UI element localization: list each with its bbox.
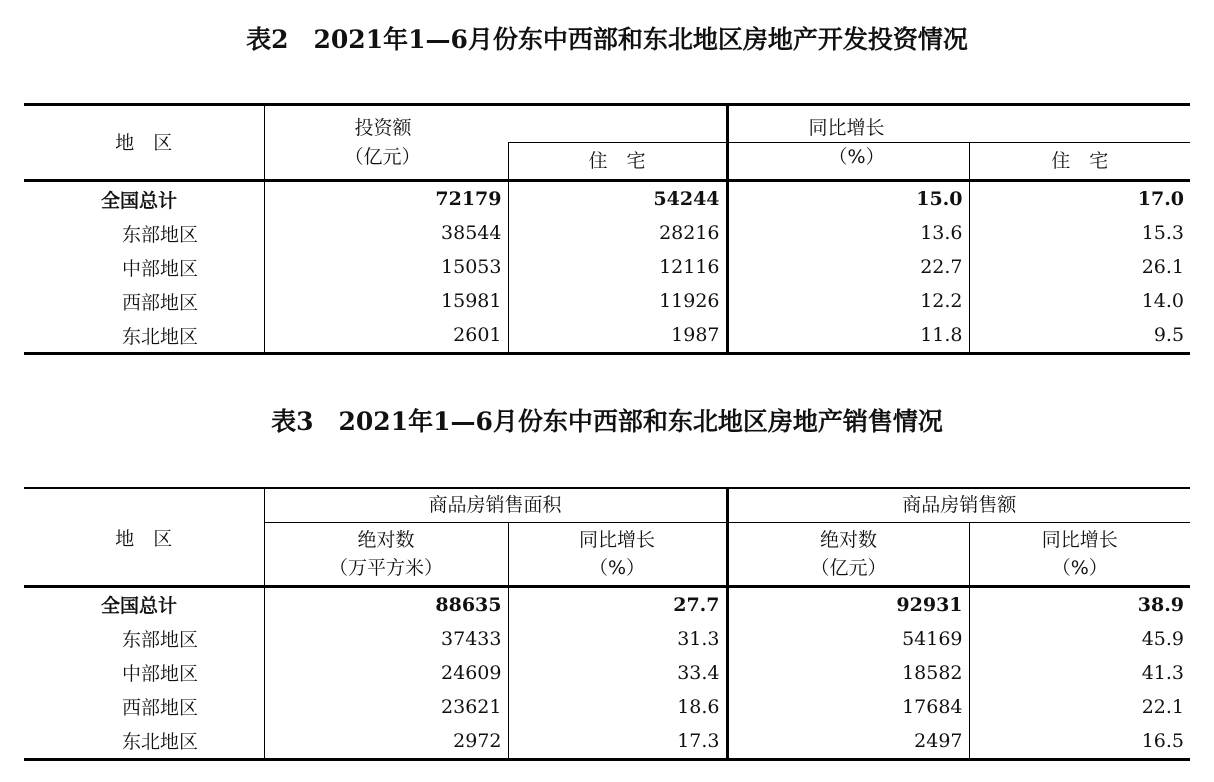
sales-yoy-header: 同比增长 （%）	[969, 522, 1190, 586]
area-cell: 37433	[264, 622, 508, 656]
yoy-residential-cell: 14.0	[969, 284, 1190, 318]
yoy-cell: 12.2	[727, 284, 969, 318]
area-yoy-cell: 18.6	[508, 690, 727, 724]
area-group-header: 商品房销售面积	[264, 488, 727, 522]
yoy-residential-cell: 9.5	[969, 318, 1190, 354]
investment-cell: 38544	[264, 216, 508, 250]
sales-cell: 92931	[727, 586, 969, 622]
region-cell: 中部地区	[122, 257, 199, 280]
region-header: 地 区	[24, 105, 264, 181]
area-yoy-header: 同比增长 （%）	[508, 522, 727, 586]
yoy-header: 同比增长	[727, 105, 1190, 143]
sales-table	[24, 487, 1190, 761]
table-row	[24, 622, 1190, 656]
table-row	[24, 318, 1190, 354]
table-row	[24, 690, 1190, 724]
investment-cell: 15053	[264, 250, 508, 284]
table3-title: 表3 2021年1—6月份东中西部和东北地区房地产销售情况	[271, 407, 943, 436]
area-cell: 24609	[264, 656, 508, 690]
yoy-cell: 13.6	[727, 216, 969, 250]
area-cell: 88635	[264, 586, 508, 622]
table-row	[24, 216, 1190, 250]
sales-yoy-cell: 38.9	[969, 586, 1190, 622]
residential-header: 住 宅	[508, 143, 727, 181]
sales-cell: 54169	[727, 622, 969, 656]
area-yoy-cell: 33.4	[508, 656, 727, 690]
area-cell: 2972	[264, 724, 508, 760]
sales-yoy-cell: 16.5	[969, 724, 1190, 760]
yoy-cell: 22.7	[727, 250, 969, 284]
area-yoy-cell: 27.7	[508, 586, 727, 622]
yoy-cell: 15.0	[727, 181, 969, 217]
region-cell: 中部地区	[122, 663, 199, 685]
area-yoy-cell: 17.3	[508, 724, 727, 760]
investment-cell: 15981	[264, 284, 508, 318]
table-row	[24, 181, 1190, 217]
region-cell: 全国总计	[101, 595, 178, 617]
region-cell: 全国总计	[101, 189, 178, 212]
yoy-unit: （%）	[727, 143, 969, 181]
sales-group-header: 商品房销售额	[727, 488, 1190, 522]
sales-yoy-cell: 22.1	[969, 690, 1190, 724]
area-cell: 23621	[264, 690, 508, 724]
region-cell: 东北地区	[122, 731, 199, 753]
region-cell: 东北地区	[122, 325, 199, 348]
sales-abs-header: 绝对数 （亿元）	[727, 522, 969, 586]
yoy-residential-cell: 15.3	[969, 216, 1190, 250]
table-row	[24, 250, 1190, 284]
investment-cell: 2601	[264, 318, 508, 354]
residential-cell: 12116	[508, 250, 727, 284]
sales-yoy-cell: 45.9	[969, 622, 1190, 656]
investment-table	[24, 103, 1190, 355]
sales-cell: 2497	[727, 724, 969, 760]
region-cell: 东部地区	[122, 629, 199, 651]
table-row	[24, 284, 1190, 318]
table2-title: 表2 2021年1—6月份东中西部和东北地区房地产开发投资情况	[246, 25, 968, 54]
investment-unit: （亿元）	[264, 143, 508, 181]
table-row	[24, 724, 1190, 760]
sales-cell: 17684	[727, 690, 969, 724]
region-cell: 西部地区	[122, 291, 199, 314]
residential-cell: 11926	[508, 284, 727, 318]
residential-cell: 54244	[508, 181, 727, 217]
area-abs-header: 绝对数 （万平方米）	[264, 522, 508, 586]
sales-yoy-cell: 41.3	[969, 656, 1190, 690]
table-row	[24, 656, 1190, 690]
area-yoy-cell: 31.3	[508, 622, 727, 656]
sales-cell: 18582	[727, 656, 969, 690]
table-row	[24, 586, 1190, 622]
investment-cell: 72179	[264, 181, 508, 217]
investment-header: 投资额	[264, 105, 727, 143]
yoy-cell: 11.8	[727, 318, 969, 354]
residential-cell: 28216	[508, 216, 727, 250]
region-cell: 东部地区	[122, 223, 199, 246]
yoy-residential-cell: 17.0	[969, 181, 1190, 217]
residential-cell: 1987	[508, 318, 727, 354]
yoy-residential-cell: 26.1	[969, 250, 1190, 284]
region-header: 地 区	[24, 488, 264, 586]
region-cell: 西部地区	[122, 697, 199, 719]
yoy-residential-header: 住 宅	[969, 143, 1190, 181]
